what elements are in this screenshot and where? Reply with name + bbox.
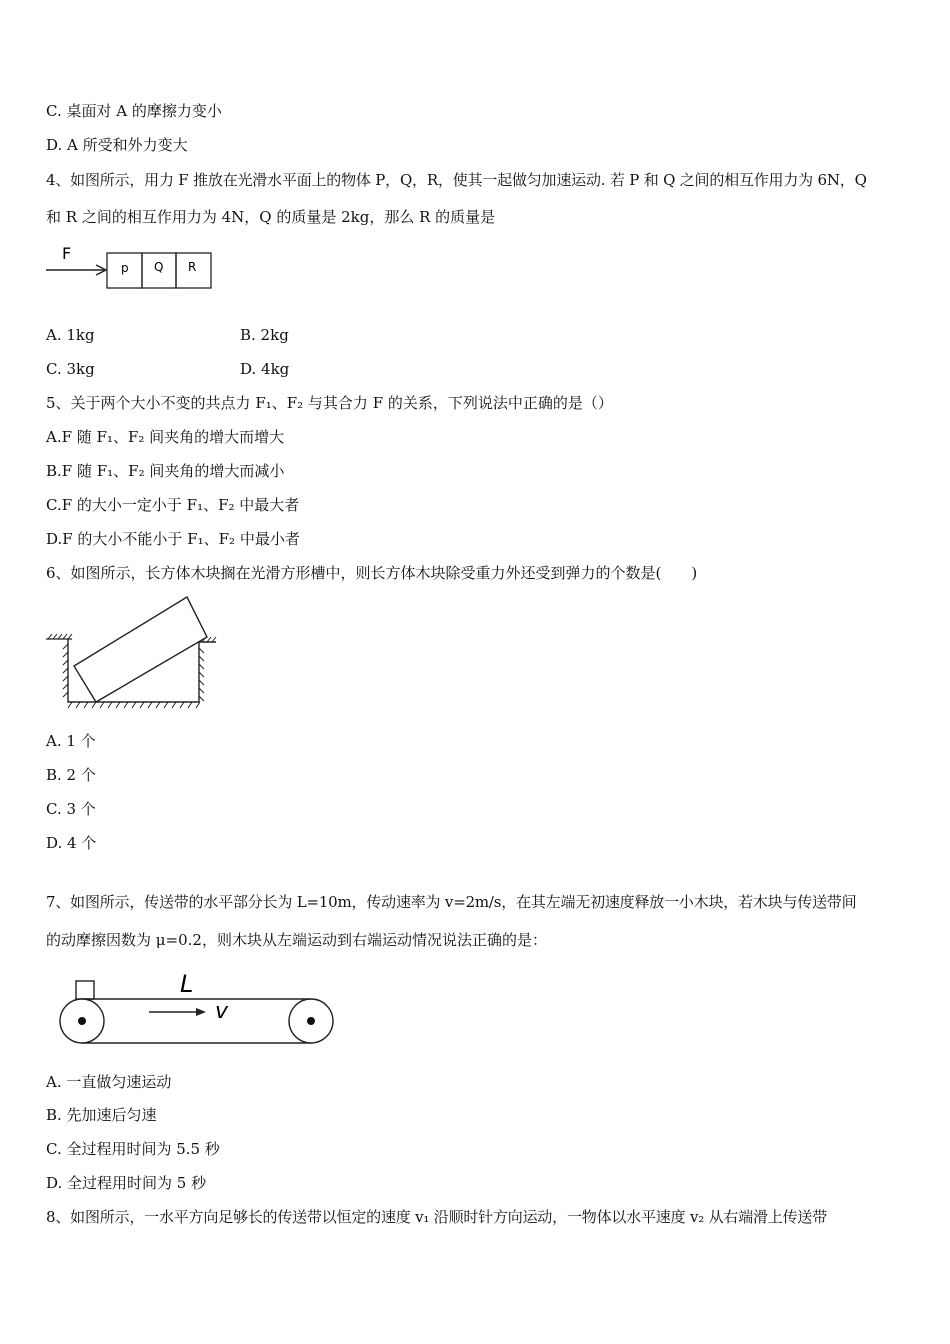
q6-figure bbox=[44, 592, 224, 714]
q5-option-c: C.F 的大小一定小于 F₁、F₂ 中最大者 bbox=[46, 496, 300, 514]
q4-force-label: F bbox=[62, 244, 72, 263]
q6-stem: 6、如图所示，长方体木块搁在光滑方形槽中，则长方体木块除受重力外还受到弹力的个数是( ) bbox=[46, 564, 698, 582]
q4-options-row1 bbox=[46, 325, 289, 345]
q3-option-d: D. A 所受和外力变大 bbox=[46, 136, 188, 154]
q4-option-d: D. 4kg bbox=[240, 360, 290, 378]
q5-option-b: B.F 随 F₁、F₂ 间夹角的增大而减小 bbox=[46, 462, 285, 480]
q7-option-c: C. 全过程用时间为 5.5 秒 bbox=[46, 1140, 220, 1158]
q4-option-a: A. 1kg bbox=[46, 326, 95, 344]
q7-stem-line1: 7、如图所示，传送带的水平部分长为 L=10m，传动速率为 v=2m/s，在其左端无初速度释放一小木块，若木块与传送带间 bbox=[46, 893, 857, 911]
q4-figure bbox=[44, 240, 219, 294]
q4-options-row2 bbox=[46, 359, 290, 379]
q3-option-c: C. 桌面对 A 的摩擦力变小 bbox=[46, 102, 222, 120]
q7-option-b: B. 先加速后匀速 bbox=[46, 1106, 157, 1124]
q6-option-d: D. 4 个 bbox=[46, 834, 97, 852]
q4-option-b: B. 2kg bbox=[240, 326, 289, 344]
q5-stem: 5、关于两个大小不变的共点力 F₁、F₂ 与其合力 F 的关系，下列说法中正确的是（） bbox=[46, 394, 613, 412]
q5-option-a: A.F 随 F₁、F₂ 间夹角的增大而增大 bbox=[46, 428, 285, 446]
q4-block-q-label: Q bbox=[154, 260, 164, 274]
q5-option-d: D.F 的大小不能小于 F₁、F₂ 中最小者 bbox=[46, 530, 300, 548]
q6-block bbox=[74, 597, 207, 702]
q7-option-a: A. 一直做匀速运动 bbox=[46, 1073, 172, 1091]
q7-wood-block bbox=[76, 981, 94, 999]
q4-stem-line2: 和 R 之间的相互作用力为 4N，Q 的质量是 2kg，那么 R 的质量是 bbox=[46, 208, 496, 226]
q6-option-b: B. 2 个 bbox=[46, 766, 96, 784]
q7-length-label: L bbox=[180, 970, 194, 998]
q4-block-r-label: R bbox=[188, 260, 197, 274]
q7-figure bbox=[56, 966, 338, 1048]
q6-option-c: C. 3 个 bbox=[46, 800, 96, 818]
q7-velocity-label: v bbox=[215, 999, 229, 1024]
q4-block-p-label: p bbox=[121, 261, 129, 275]
q7-stem-line2: 的动摩擦因数为 μ=0.2，则木块从左端运动到右端运动情况说法正确的是： bbox=[46, 931, 547, 949]
q8-stem-line1: 8、如图所示，一水平方向足够长的传送带以恒定的速度 v₁ 沿顺时针方向运动，一物体以水平速度 v₂ 从右端滑上传送带 bbox=[46, 1208, 827, 1226]
q7-option-d: D. 全过程用时间为 5 秒 bbox=[46, 1174, 207, 1192]
q6-option-a: A. 1 个 bbox=[46, 732, 96, 750]
q4-stem-line1: 4、如图所示，用力 F 推放在光滑水平面上的物体 P，Q，R，使其一起做匀加速运动. 若 P 和 Q 之间的相互作用力为 6N，Q bbox=[46, 171, 867, 189]
q4-option-c: C. 3kg bbox=[46, 360, 95, 378]
